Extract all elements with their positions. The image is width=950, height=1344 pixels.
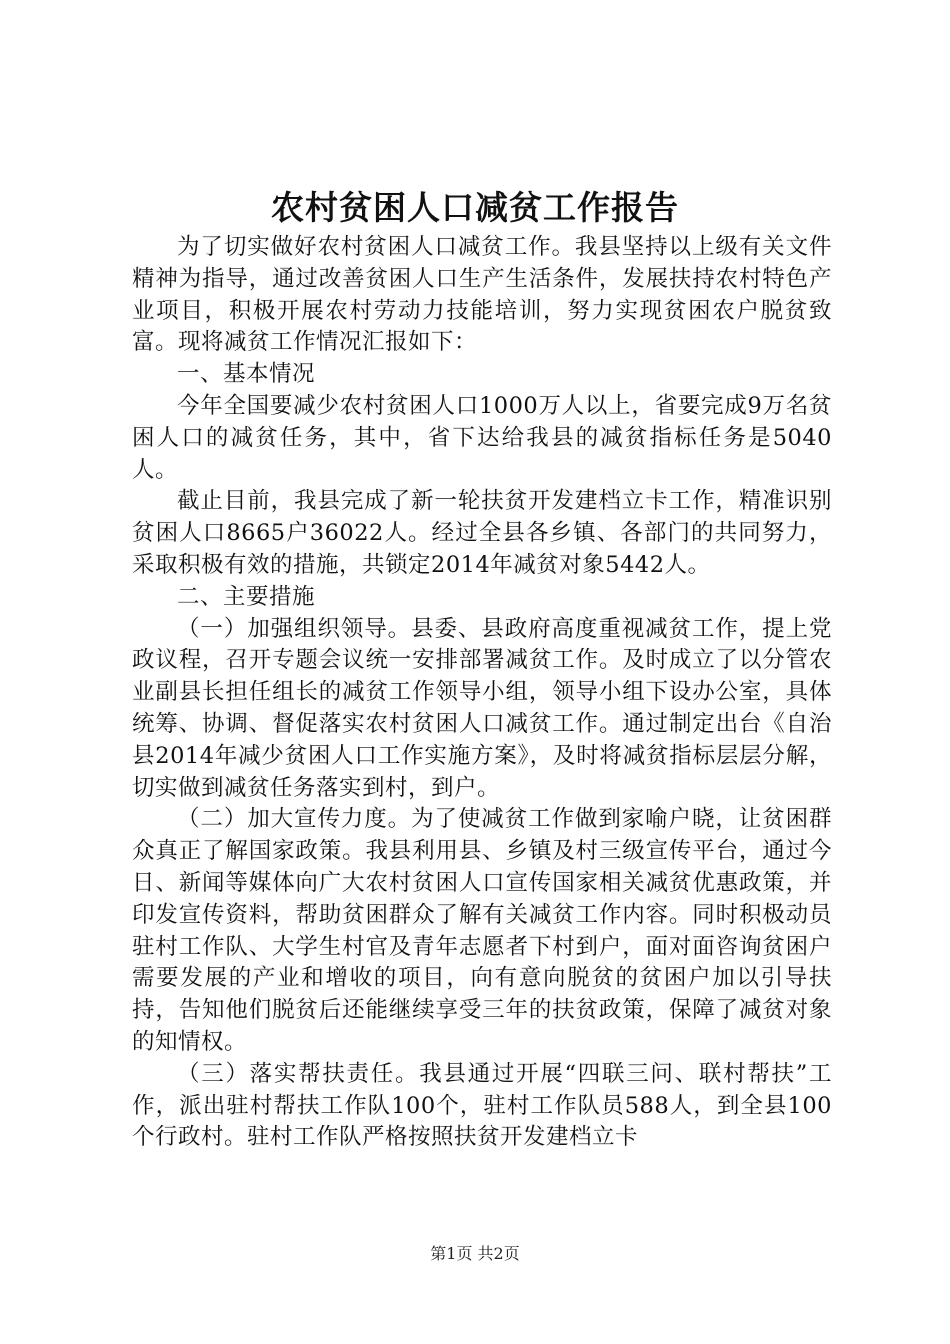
document-body [132,232,832,1154]
basic-situation-paragraph-1: 今年全国要减少农村贫困人口1000万人以上，省要完成9万名贫困人口的减贫任务，其中，省下达给我县的减贫指标任务是5040人。 [132,392,832,483]
section-heading-main-measures: 二、主要措施 [177,583,316,610]
measure-paragraph-3: （三）落实帮扶责任。我县通过开展“四联三问、联村帮扶”工作，派出驻村帮扶工作队100个，驻村工作队员588人，到全县100个行政村。驻村工作队严格按照扶贫开发建档立卡 [132,1060,832,1151]
measure-paragraph-1: （一）加强组织领导。县委、县政府高度重视减贫工作，提上党政议程，召开专题会议统一安排部署减贫工作。及时成立了以分管农业副县长担任组长的减贫工作领导小组，领导小组下设办公室，具体统筹、协调、督促落实农村贫困人口减贫工作。通过制定出台《自治县2014年减少贫困人口工作实施方案》，及时将减贫指标层层分解，切实做到减贫任务落实到村，到户。 [132,615,832,801]
document-title: 农村贫困人口减贫工作报告 [271,188,679,227]
basic-situation-paragraph-2: 截止目前，我县完成了新一轮扶贫开发建档立卡工作，精准识别贫困人口8665户36022人。经过全县各乡镇、各部门的共同努力，采取积极有效的措施，共锁定2014年减贫对象5442人。 [132,488,832,578]
intro-paragraph: 为了切实做好农村贫困人口减贫工作。我县坚持以上级有关文件精神为指导，通过改善贫困人口生产生活条件，发展扶持农村特色产业项目，积极开展农村劳动力技能培训，努力实现贫困农户脱贫致富。现将减贫工作情况汇报如下： [132,234,832,356]
measure-paragraph-2: （二）加大宣传力度。为了使减贫工作做到家喻户晓，让贫困群众真正了解国家政策。我县利用县、乡镇及村三级宣传平台，通过今日、新闻等媒体向广大农村贫困人口宣传国家相关减贫优惠政策，并印发宣传资料，帮助贫困群众了解有关减贫工作内容。同时积极动员驻村工作队、大学生村官及青年志愿者下村到户，面对面咨询贫困户需要发展的产业和增收的项目，向有意向脱贫的贫困户加以引导扶持，告知他们脱贫后还能继续享受三年的扶贫政策，保障了减贫对象的知情权。 [132,806,832,1055]
page-footer: 第1页 共2页 [430,1244,520,1263]
section-heading-basic-situation: 一、基本情况 [177,361,316,388]
